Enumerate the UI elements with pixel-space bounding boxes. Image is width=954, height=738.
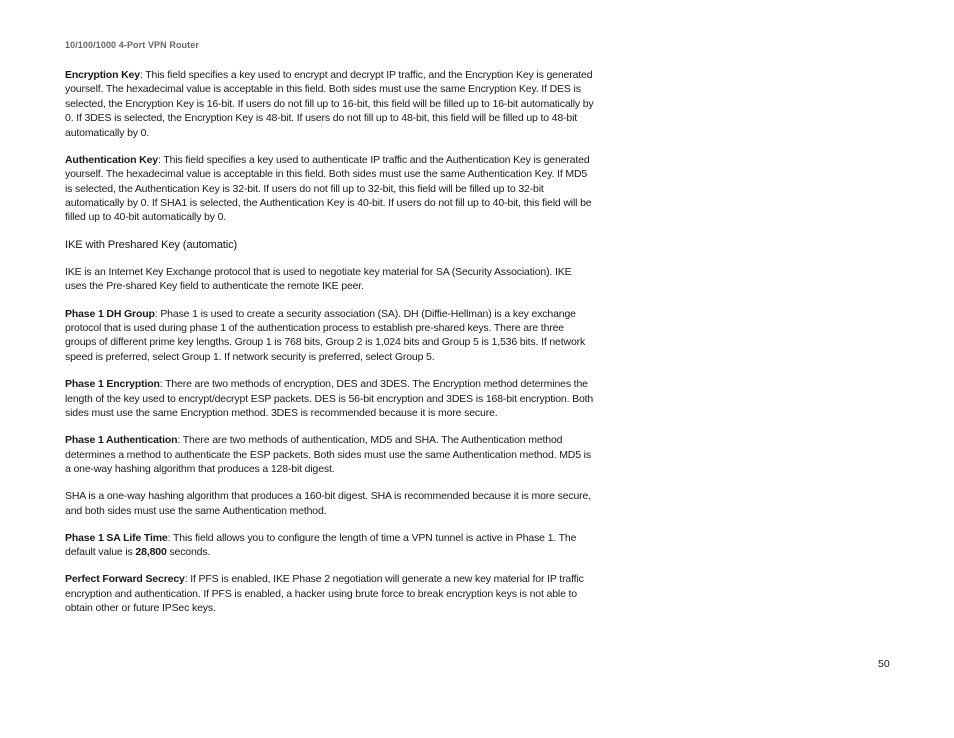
description-authentication-key: : This field specifies a key used to authenticate IP traffic and the Authentication Key is generated yourself. The hexadecimal value is acceptable in this field. Both sides must use the same Authentication Key. If MD5 is selected, the Authentication Key is 32-bit. If users do not fill up to 32-bit, this field will be filled up to 32-bit automatically by 0. If SHA1 is selected, the Authentication Key is 40-bit. If users do not fill up to 40-bit, this field will be filled up to 40-bit automatically by 0.: [65, 153, 592, 224]
description-phase1-encryption: : There are two methods of encryption, DES and 3DES. The Encryption method determines the length of the key used to encrypt/decrypt ESP packets. DES is 56-bit encryption and 3DES is 168-bit encryption. Both sides must use the same Encryption method. 3DES is recommended because it is more secure.: [65, 378, 594, 419]
paragraph-authentication-key: [65, 153, 595, 225]
paragraph-ike-intro: IKE is an Internet Key Exchange protocol that is used to negotiate key material for SA (Security Association). IKE uses the Pre-shared Key field to authenticate the remote IKE peer.: [65, 266, 572, 293]
paragraph-sha-note: SHA is a one-way hashing algorithm that produces a 160-bit digest. SHA is recommended because it is more secure, and both sides must use the same Authentication method.: [65, 490, 591, 517]
paragraph-phase1-encryption: [65, 377, 595, 420]
term-phase1-encryption: Phase 1 Encryption: [65, 378, 160, 391]
term-phase1-sa-life-time: Phase 1 SA Life Time: [65, 531, 168, 544]
paragraph-phase1-dh-group: [65, 307, 595, 365]
term-authentication-key: Authentication Key: [65, 153, 158, 166]
term-phase1-authentication: Phase 1 Authentication: [65, 434, 178, 447]
description-phase1-dh-group: : Phase 1 is used to create a security association (SA). DH (Diffie-Hellman) is a key exchange protocol that is used during phase 1 of the authentication process to establish pre-shared keys. There are three groups of different prime key lengths. Group 1 is 768 bits, Group 2 is 1,024 bits and Group 5 is 1,536 bits. If network speed is preferred, select Group 1. If network security is preferred, select Group 5.: [65, 307, 586, 363]
paragraph-phase1-authentication: [65, 433, 595, 476]
term-encryption-key: Encryption Key: [65, 69, 140, 81]
term-perfect-forward-secrecy: Perfect Forward Secrecy: [65, 573, 185, 586]
document-body: [65, 68, 595, 628]
description-perfect-forward-secrecy: : If PFS is enabled, IKE Phase 2 negotiation will generate a new key material for IP traffic encryption and authentication. If PFS is enabled, a hacker using brute force to break encryption keys is not able to obtain other or future IPSec keys.: [65, 573, 584, 615]
term-phase1-dh-group: Phase 1 DH Group: [65, 307, 155, 320]
paragraph-phase1-sa-life-time: [65, 531, 595, 560]
description-phase1-sa-life-time-before: : This field allows you to configure the length of time a VPN tunnel is active in Phase 1. The default value is: [65, 531, 577, 559]
paragraph-perfect-forward-secrecy: [65, 572, 595, 615]
description-encryption-key: : This field specifies a key used to encrypt and decrypt IP traffic, and the Encryption Key is generated yourself. The hexadecimal value is acceptable in this field. Both sides must use the same Encryption Key. If DES is selected, the Encryption Key is 16-bit. If users do not fill up to 16-bit, this field will be filled up to 16-bit automatically by 0. If 3DES is selected, the Encryption Key is 48-bit. If users do not fill up to 48-bit, this field will be filled up to 48-bit automatically by 0.: [65, 69, 594, 139]
paragraph-encryption-key: [65, 68, 595, 140]
page-number: 50: [878, 658, 890, 670]
running-header: 10/100/1000 4-Port VPN Router: [65, 40, 199, 50]
description-phase1-sa-life-time-after: seconds.: [166, 546, 211, 559]
default-life-time-value: 28,800: [135, 546, 167, 559]
description-phase1-authentication: : There are two methods of authentication, MD5 and SHA. The Authentication method determines a method to authenticate the ESP packets. Both sides must use the same Authentication method. MD5 is a one-way hashing algorithm that produces a 128-bit digest.: [65, 434, 591, 475]
section-heading-ike-preshared: IKE with Preshared Key (automatic): [65, 238, 238, 251]
